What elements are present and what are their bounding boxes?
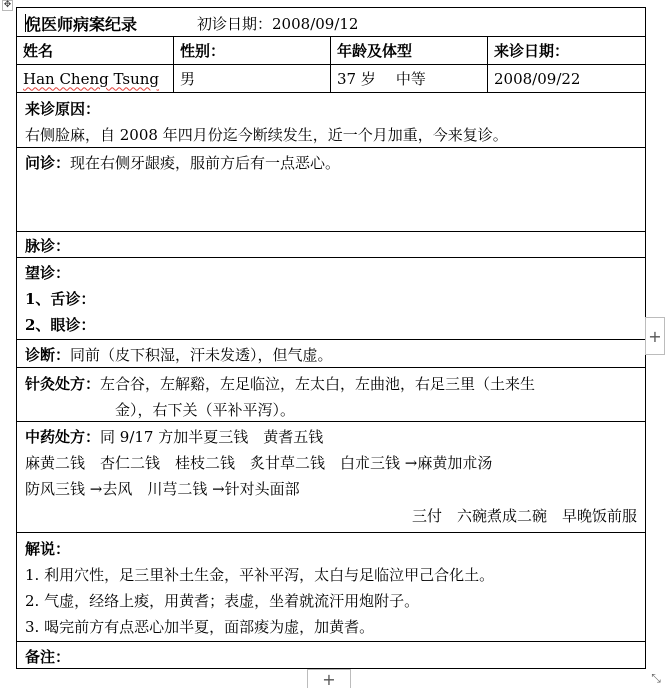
pulse-label: 脉诊： [25, 237, 71, 255]
reason-text: 右侧脸麻，自 2008 年四月份迄今断续发生，近一个月加重，今来复诊。 [25, 126, 508, 144]
herbal-line-1 [25, 426, 323, 447]
patient-age: 37 岁 [337, 70, 376, 88]
table-move-handle-icon[interactable]: ✥ [3, 0, 12, 10]
pulse-row[interactable] [17, 232, 645, 258]
reason-row[interactable] [17, 93, 645, 148]
herbal-text-4: 三付 六碗煮成二碗 早晚饭前服 [411, 507, 637, 525]
inspection-row[interactable] [17, 258, 645, 340]
diagnosis-row[interactable] [17, 340, 645, 368]
header-name: 姓名 [17, 37, 174, 64]
first-visit [197, 13, 358, 34]
herbal-text-1: 同 9/17 方加半夏三钱 黄耆五钱 [100, 428, 324, 446]
first-visit-label: 初诊日期： [197, 15, 273, 33]
add-column-button[interactable] [645, 317, 665, 355]
header-row [17, 37, 645, 65]
table-resize-icon[interactable]: ⤡ [651, 671, 661, 685]
patient-name-cell[interactable] [17, 65, 174, 92]
explanation-item-1: 1. 利用穴性，足三里补土生金，平补平泻，太白与足临泣甲己合化土。 [25, 566, 495, 584]
patient-age-build-cell[interactable] [331, 65, 488, 92]
explanation-label: 解说： [25, 540, 71, 558]
reason-label: 来诊原因： [25, 100, 101, 118]
add-column-plus-icon: + [648, 326, 662, 346]
notes-label: 备注： [25, 648, 71, 666]
inquiry-text: 现在右侧牙龈痠，服前方后有一点恶心。 [70, 154, 341, 172]
header-visit-date: 来诊日期： [494, 42, 570, 60]
diagnosis-label: 诊断： [25, 346, 71, 364]
inspection-label: 望诊： [25, 264, 71, 282]
patient-row [17, 65, 645, 93]
explanation-item-2: 2. 气虚，经络上痠，用黄耆；表虚，坐着就流汗用炮附子。 [25, 592, 420, 610]
record-title: 倪医师病案纪录 [25, 15, 138, 34]
inquiry-row[interactable] [17, 148, 645, 232]
herbal-text-2: 麻黄二钱 杏仁二钱 桂枝二钱 炙甘草二钱 白朮三钱 →麻黄加朮汤 [25, 454, 493, 472]
inquiry-content [25, 152, 340, 173]
acupuncture-row[interactable] [17, 368, 645, 422]
herbal-label: 中药处方： [25, 428, 101, 446]
first-visit-date: 2008/09/12 [272, 15, 359, 33]
patient-sex[interactable]: 男 [174, 65, 331, 92]
herbal-text-3: 防风三钱 →去风 川芎二钱 →针对头面部 [25, 480, 300, 498]
acupuncture-label: 针灸处方： [25, 375, 101, 393]
acupuncture-line-1 [25, 373, 535, 394]
add-row-plus-icon: + [322, 669, 336, 689]
herbal-row[interactable] [17, 422, 645, 533]
header-age-build: 年龄及体型 [331, 37, 488, 64]
inquiry-label: 问诊： [25, 154, 71, 172]
acupuncture-text-2: 金），右下关（平补平泻）。 [115, 401, 296, 419]
tongue-label: 1、舌诊： [25, 290, 96, 308]
diagnosis-text: 同前（皮下积湿，汗未发透），但气虚。 [70, 346, 333, 364]
acupuncture-text-1: 左合谷，左解谿，左足临泣，左太白，左曲池，右足三里（土来生 [100, 375, 536, 393]
add-row-button[interactable] [307, 669, 351, 688]
notes-row[interactable] [17, 642, 645, 669]
diagnosis-content [25, 344, 333, 365]
patient-build: 中等 [395, 70, 426, 88]
header-sex: 性别： [174, 37, 331, 64]
patient-visit-date[interactable]: 2008/09/22 [494, 69, 581, 88]
explanation-item-3: 3. 喝完前方有点恶心加半夏，面部痠为虚，加黄耆。 [25, 618, 375, 636]
patient-name: Han Cheng Tsung [23, 69, 160, 88]
explanation-row[interactable] [17, 533, 645, 642]
title-row [17, 7, 645, 37]
medical-record-table [16, 7, 646, 669]
eye-label: 2、眼诊： [25, 316, 96, 334]
